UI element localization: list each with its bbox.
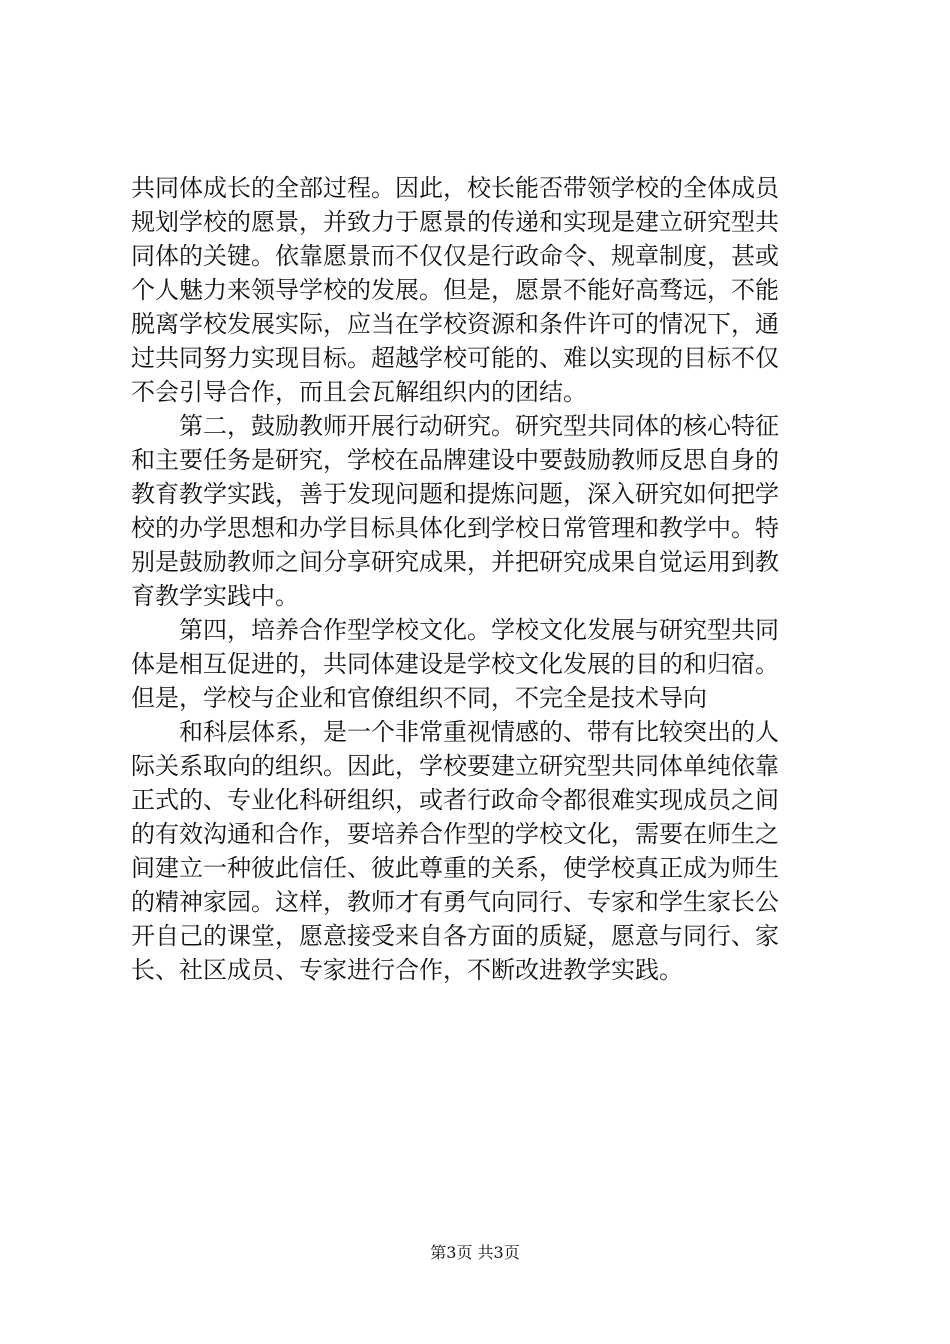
text-line: 际关系取向的组织。因此，学校要建立研究型共同体单纯依靠 (131, 752, 779, 780)
text-line: 不会引导合作，而且会瓦解组织内的团结。 (131, 378, 587, 406)
text-line: 正式的、专业化科研组织，或者行政命令都很难实现成员之间 (131, 786, 779, 814)
text-line: 教育教学实践，善于发现问题和提炼问题，深入研究如何把学 (131, 480, 779, 508)
page-number-footer: 第3页 共3页 (430, 1243, 520, 1262)
text-line: 别是鼓励教师之间分享研究成果，并把研究成果自觉运用到教 (131, 548, 779, 576)
text-line: 但是，学校与企业和官僚组织不同，不完全是技术导向 (131, 684, 707, 712)
text-line: 共同体成长的全部过程。因此，校长能否带领学校的全体成员 (131, 174, 779, 202)
text-line: 育教学实践中。 (131, 582, 299, 610)
text-line: 和主要任务是研究，学校在品牌建设中要鼓励教师反思自身的 (131, 446, 779, 474)
paragraph-start-line: 第四，培养合作型学校文化。学校文化发展与研究型共同 (179, 616, 779, 644)
paragraph-start-line: 第二，鼓励教师开展行动研究。研究型共同体的核心特征 (179, 412, 779, 440)
text-line: 长、社区成员、专家进行合作，不断改进教学实践。 (131, 956, 683, 984)
text-line: 脱离学校发展实际，应当在学校资源和条件许可的情况下，通 (131, 310, 779, 338)
text-line: 开自己的课堂，愿意接受来自各方面的质疑，愿意与同行、家 (131, 922, 779, 950)
text-line: 体是相互促进的，共同体建设是学校文化发展的目的和归宿。 (131, 650, 779, 678)
text-line: 的有效沟通和合作，要培养合作型的学校文化，需要在师生之 (131, 820, 779, 848)
text-line: 同体的关键。依靠愿景而不仅仅是行政命令、规章制度，甚或 (131, 242, 779, 270)
text-line: 规划学校的愿景，并致力于愿景的传递和实现是建立研究型共 (131, 208, 779, 236)
text-line: 的精神家园。这样，教师才有勇气向同行、专家和学生家长公 (131, 888, 779, 916)
text-line: 过共同努力实现目标。超越学校可能的、难以实现的目标不仅 (131, 344, 779, 372)
text-line: 个人魅力来领导学校的发展。但是，愿景不能好高骛远，不能 (131, 276, 779, 304)
text-line: 间建立一种彼此信任、彼此尊重的关系，使学校真正成为师生 (131, 854, 779, 882)
text-line: 校的办学思想和办学目标具体化到学校日常管理和教学中。特 (131, 514, 779, 542)
document-body (131, 171, 831, 987)
paragraph-start-line: 和科层体系，是一个非常重视情感的、带有比较突出的人 (179, 718, 779, 746)
